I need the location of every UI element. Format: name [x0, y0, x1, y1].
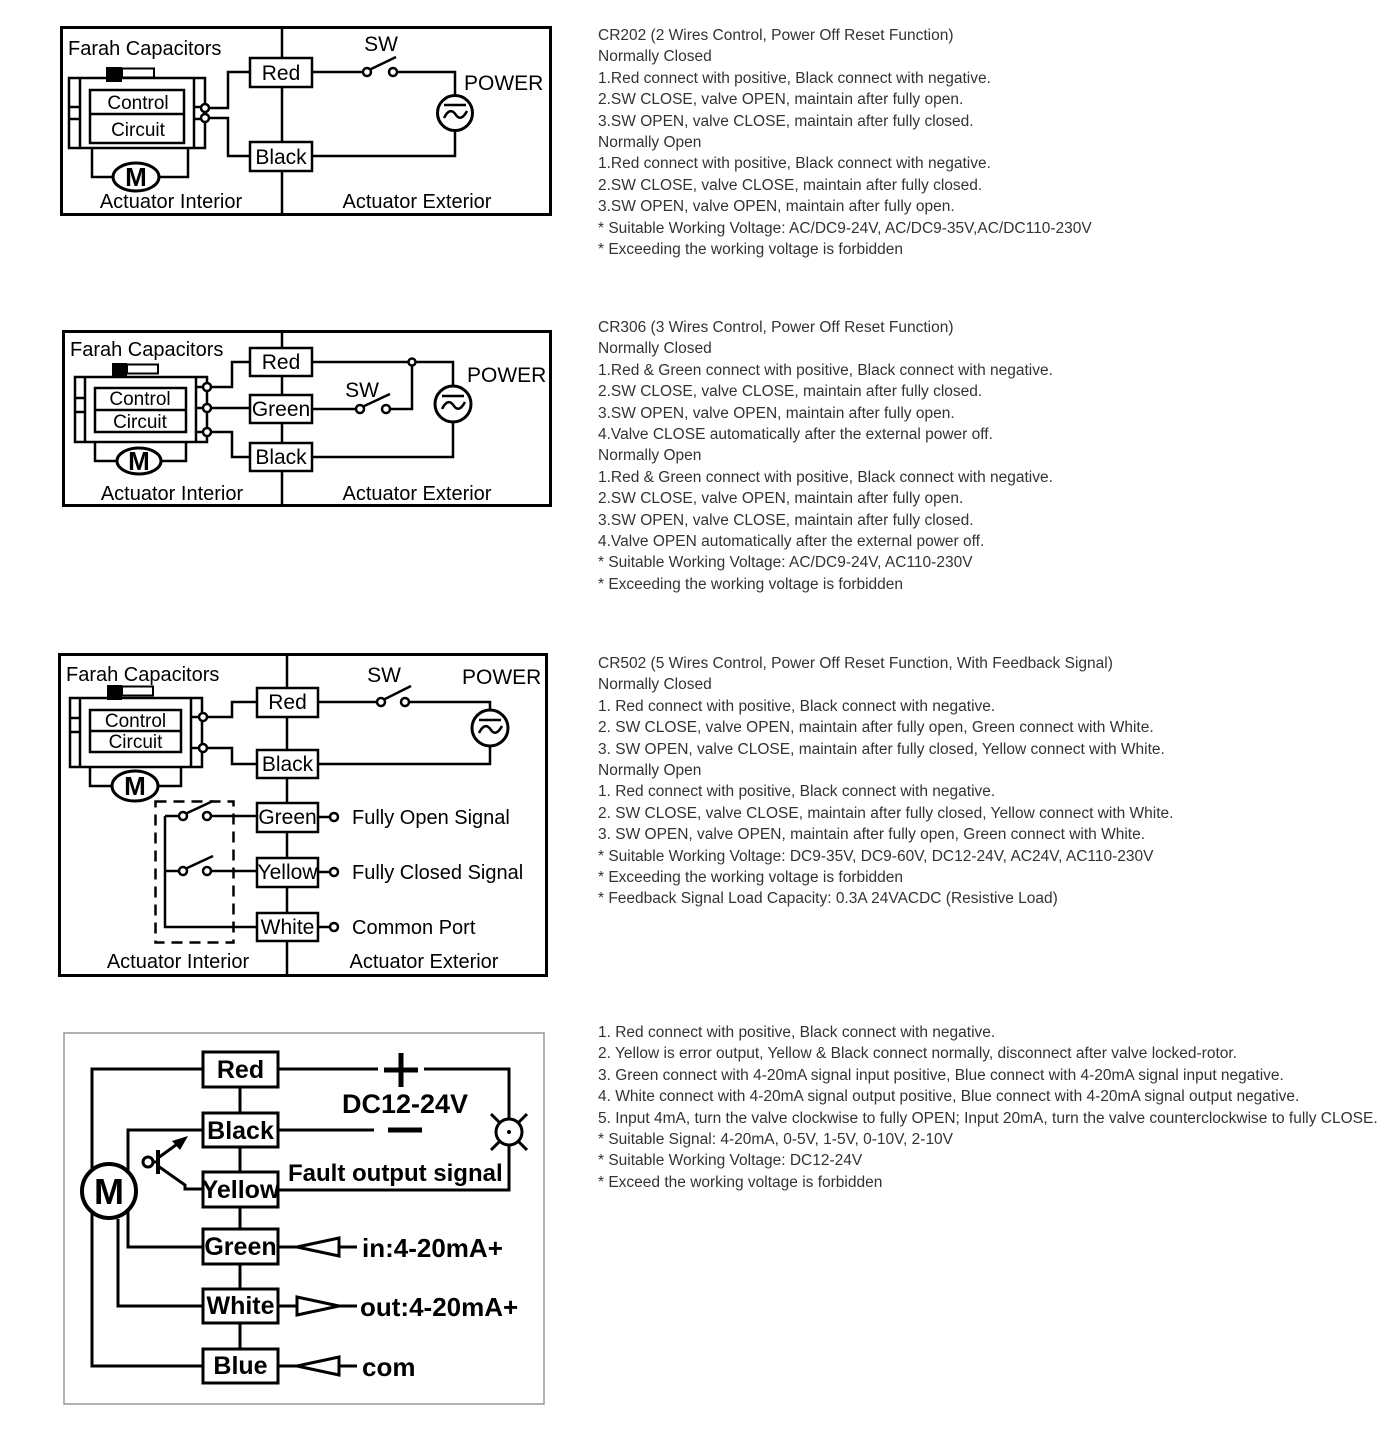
note-line: * Suitable Signal: 4-20mA, 0-5V, 1-5V, 0-10V, 2-10V	[598, 1131, 954, 1149]
motor-icon	[113, 162, 159, 192]
note-line: 2.SW CLOSE, valve CLOSE, maintain after fully closed.	[598, 383, 983, 401]
wire-label-black	[250, 142, 312, 171]
note-line: * Exceeding the working voltage is forbidden	[598, 869, 904, 887]
svg-text:Black: Black	[255, 146, 307, 169]
note-line: 3.SW OPEN, valve OPEN, maintain after fully open.	[598, 198, 955, 216]
power-source-icon	[472, 710, 508, 746]
note-line: 1.Red connect with positive, Black connect with negative.	[598, 155, 991, 173]
note-line: 1.Red & Green connect with positive, Black connect with negative.	[598, 361, 1053, 379]
fully-closed-signal-label: Fully Closed Signal	[352, 862, 524, 884]
terminal-icon	[330, 868, 338, 876]
note-line: Normally Open	[598, 134, 702, 152]
note-cr306	[598, 317, 1387, 595]
control-label: Control	[109, 389, 171, 410]
note-line: Normally Closed	[598, 676, 712, 694]
farah-capacitors-label: Farah Capacitors	[70, 339, 224, 361]
circuit-label: Circuit	[108, 732, 163, 753]
wire-label-yellow	[202, 1172, 280, 1207]
note-line: 2. Yellow is error output, Yellow & Black connect normally, disconnect after valve locked-rotor.	[598, 1045, 1237, 1063]
note-line: 2. SW CLOSE, valve CLOSE, maintain after fully closed, Yellow connect with White.	[598, 804, 1174, 822]
svg-text:Green: Green	[204, 1233, 277, 1261]
note-line: 4.Valve CLOSE automatically after the external power off.	[598, 426, 993, 444]
note-line: 4. White connect with 4-20mA signal output positive, Blue connect with 4-20mA signal output negative.	[598, 1088, 1300, 1106]
terminal-icon	[199, 713, 207, 721]
actuator-exterior-label: Actuator Exterior	[342, 191, 492, 213]
note-line: 4.Valve OPEN automatically after the external power off.	[598, 533, 985, 551]
note-line: 2. SW CLOSE, valve OPEN, maintain after fully open, Green connect with White.	[598, 719, 1154, 737]
svg-text:Black: Black	[207, 1117, 274, 1145]
svg-text:Red: Red	[261, 62, 301, 85]
actuator-exterior-label: Actuator Exterior	[342, 483, 492, 505]
in-signal-label: in:4-20mA+	[362, 1233, 503, 1263]
wire-label-green	[250, 395, 312, 423]
wire-label-red	[250, 58, 312, 87]
note-line: 3. Green connect with 4-20mA signal input positive, Blue connect with 4-20mA signal input negative.	[598, 1066, 1284, 1084]
note-line: 1. Red connect with positive, Black connect with negative.	[598, 1024, 996, 1041]
actuator-interior-label: Actuator Interior	[106, 951, 250, 973]
wire-label-green	[257, 803, 318, 832]
output-arrow-icon	[297, 1297, 339, 1315]
svg-text:M: M	[125, 162, 147, 192]
svg-text:Green: Green	[251, 398, 311, 421]
svg-text:White: White	[260, 916, 315, 939]
sw-label: SW	[367, 664, 401, 687]
note-line: 1. Red connect with positive, Black connect with negative.	[598, 697, 996, 715]
wire-label-white	[203, 1289, 278, 1323]
svg-text:M: M	[128, 446, 150, 476]
voltage-label: DC12-24V	[341, 1089, 469, 1119]
sw-label: SW	[345, 379, 379, 402]
wire-label-black	[250, 443, 312, 471]
diagram-border	[64, 1033, 544, 1404]
svg-text:Yellow: Yellow	[201, 1176, 280, 1204]
note-line: Normally Open	[598, 447, 702, 465]
power-label: POWER	[462, 666, 542, 689]
wire-label-black	[257, 750, 318, 778]
motor-icon	[117, 446, 161, 476]
terminal-icon	[203, 383, 211, 391]
svg-text:M: M	[94, 1171, 124, 1212]
wire-label-white	[257, 913, 318, 941]
plus-symbol	[384, 1053, 418, 1087]
actuator-interior-label: Actuator Interior	[100, 483, 244, 505]
motor-icon	[112, 771, 158, 801]
svg-text:Yellow: Yellow	[257, 861, 318, 884]
note-line: 3.SW OPEN, valve OPEN, maintain after fully open.	[598, 404, 955, 422]
svg-text:Blue: Blue	[213, 1352, 268, 1380]
wire-label-yellow	[257, 858, 318, 887]
farah-capacitors-label: Farah Capacitors	[68, 38, 222, 60]
note-line: * Exceeding the working voltage is forbidden	[598, 241, 904, 259]
terminal-icon	[201, 104, 209, 112]
fault-output-signal-label: Fault output signal	[288, 1160, 503, 1187]
wire-label-blue	[203, 1349, 278, 1383]
note-line: 5. Input 4mA, turn the valve clockwise to fully OPEN; Input 20mA, turn the valve counterclockwise to fully CLOSE.	[598, 1109, 1378, 1127]
lamp-icon	[491, 1114, 527, 1150]
note-line: * Feedback Signal Load Capacity: 0.3A 24VACDC (Resistive Load)	[598, 890, 1058, 908]
note-line: Normally Closed	[598, 48, 712, 66]
fully-open-signal-label: Fully Open Signal	[352, 807, 510, 829]
note-line: 1.Red & Green connect with positive, Black connect with negative.	[598, 468, 1053, 486]
farah-capacitors-label: Farah Capacitors	[66, 664, 220, 686]
svg-text:Red: Red	[216, 1056, 265, 1084]
input-arrow-icon	[297, 1238, 339, 1256]
terminal-icon	[203, 428, 211, 436]
note-line: 3.SW OPEN, valve CLOSE, maintain after fully closed.	[598, 112, 974, 130]
terminal-icon	[203, 404, 211, 412]
note-line: Normally Open	[598, 762, 702, 780]
svg-text:Red: Red	[261, 351, 301, 374]
svg-text:White: White	[206, 1292, 275, 1320]
terminal-icon	[330, 813, 338, 821]
diagram-cr306	[62, 330, 552, 507]
power-label: POWER	[467, 364, 547, 387]
diagram-cr202	[60, 26, 552, 216]
note-line: * Exceed the working voltage is forbidden	[598, 1173, 883, 1191]
note-line: 3.SW OPEN, valve CLOSE, maintain after fully closed.	[598, 511, 974, 529]
note-line: 2.SW CLOSE, valve OPEN, maintain after fully open.	[598, 91, 964, 109]
terminal-icon	[201, 114, 209, 122]
note-title: CR502 (5 Wires Control, Power Off Reset Function, With Feedback Signal)	[598, 655, 1113, 672]
circuit-label: Circuit	[113, 412, 167, 433]
circuit-label: Circuit	[111, 120, 165, 141]
wire-label-red	[203, 1052, 278, 1087]
note-line: * Suitable Working Voltage: DC9-35V, DC9-60V, DC12-24V, AC24V, AC110-230V	[598, 847, 1154, 865]
note-line: Normally Closed	[598, 340, 712, 358]
wire-label-red	[257, 688, 318, 717]
com-signal-label: com	[362, 1352, 416, 1382]
note-title: CR202 (2 Wires Control, Power Off Reset Function)	[598, 27, 954, 44]
diagram-analog	[63, 1032, 545, 1405]
power-source-icon	[435, 386, 471, 422]
control-label: Control	[107, 93, 169, 114]
wire-label-black	[203, 1113, 278, 1147]
note-title: CR306 (3 Wires Control, Power Off Reset Function)	[598, 319, 954, 336]
sw-label: SW	[364, 33, 398, 56]
power-source-icon	[438, 96, 473, 131]
wire-label-red	[250, 348, 312, 376]
control-label: Control	[104, 711, 167, 732]
input-arrow-icon	[297, 1357, 339, 1375]
svg-text:Green: Green	[258, 806, 317, 829]
note-line: 1. Red connect with positive, Black connect with negative.	[598, 783, 996, 801]
svg-text:Black: Black	[261, 753, 314, 776]
motor-icon	[82, 1164, 136, 1218]
note-line: * Suitable Working Voltage: DC12-24V	[598, 1152, 863, 1170]
svg-text:M: M	[124, 771, 146, 801]
common-port-label: Common Port	[352, 917, 476, 939]
note-line: 3. SW OPEN, valve OPEN, maintain after fully open, Green connect with White.	[598, 826, 1146, 844]
svg-text:Red: Red	[268, 691, 307, 714]
out-signal-label: out:4-20mA+	[360, 1292, 519, 1322]
note-cr502	[598, 653, 1387, 910]
note-line: * Suitable Working Voltage: AC/DC9-24V, AC/DC9-35V,AC/DC110-230V	[598, 219, 1092, 237]
fault-switch-icon	[143, 1136, 203, 1189]
note-line: 2.SW CLOSE, valve OPEN, maintain after fully open.	[598, 490, 964, 508]
diagram-cr502	[58, 653, 548, 977]
note-analog	[598, 1022, 1387, 1193]
terminal-icon	[330, 923, 338, 931]
note-line: 1.Red connect with positive, Black connect with negative.	[598, 69, 991, 87]
note-cr202	[598, 25, 1387, 260]
note-line: * Suitable Working Voltage: AC/DC9-24V, AC110-230V	[598, 554, 973, 572]
junction-node-icon	[409, 359, 416, 366]
note-line: 2.SW CLOSE, valve CLOSE, maintain after fully closed.	[598, 176, 983, 194]
note-line: 3. SW OPEN, valve CLOSE, maintain after fully closed, Yellow connect with White.	[598, 740, 1165, 758]
terminal-icon	[199, 744, 207, 752]
actuator-interior-label: Actuator Interior	[99, 191, 243, 213]
svg-text:Black: Black	[255, 446, 307, 469]
note-line: * Exceeding the working voltage is forbidden	[598, 575, 904, 593]
power-label: POWER	[464, 72, 544, 95]
wire-label-green	[203, 1229, 278, 1264]
actuator-exterior-label: Actuator Exterior	[349, 951, 499, 973]
